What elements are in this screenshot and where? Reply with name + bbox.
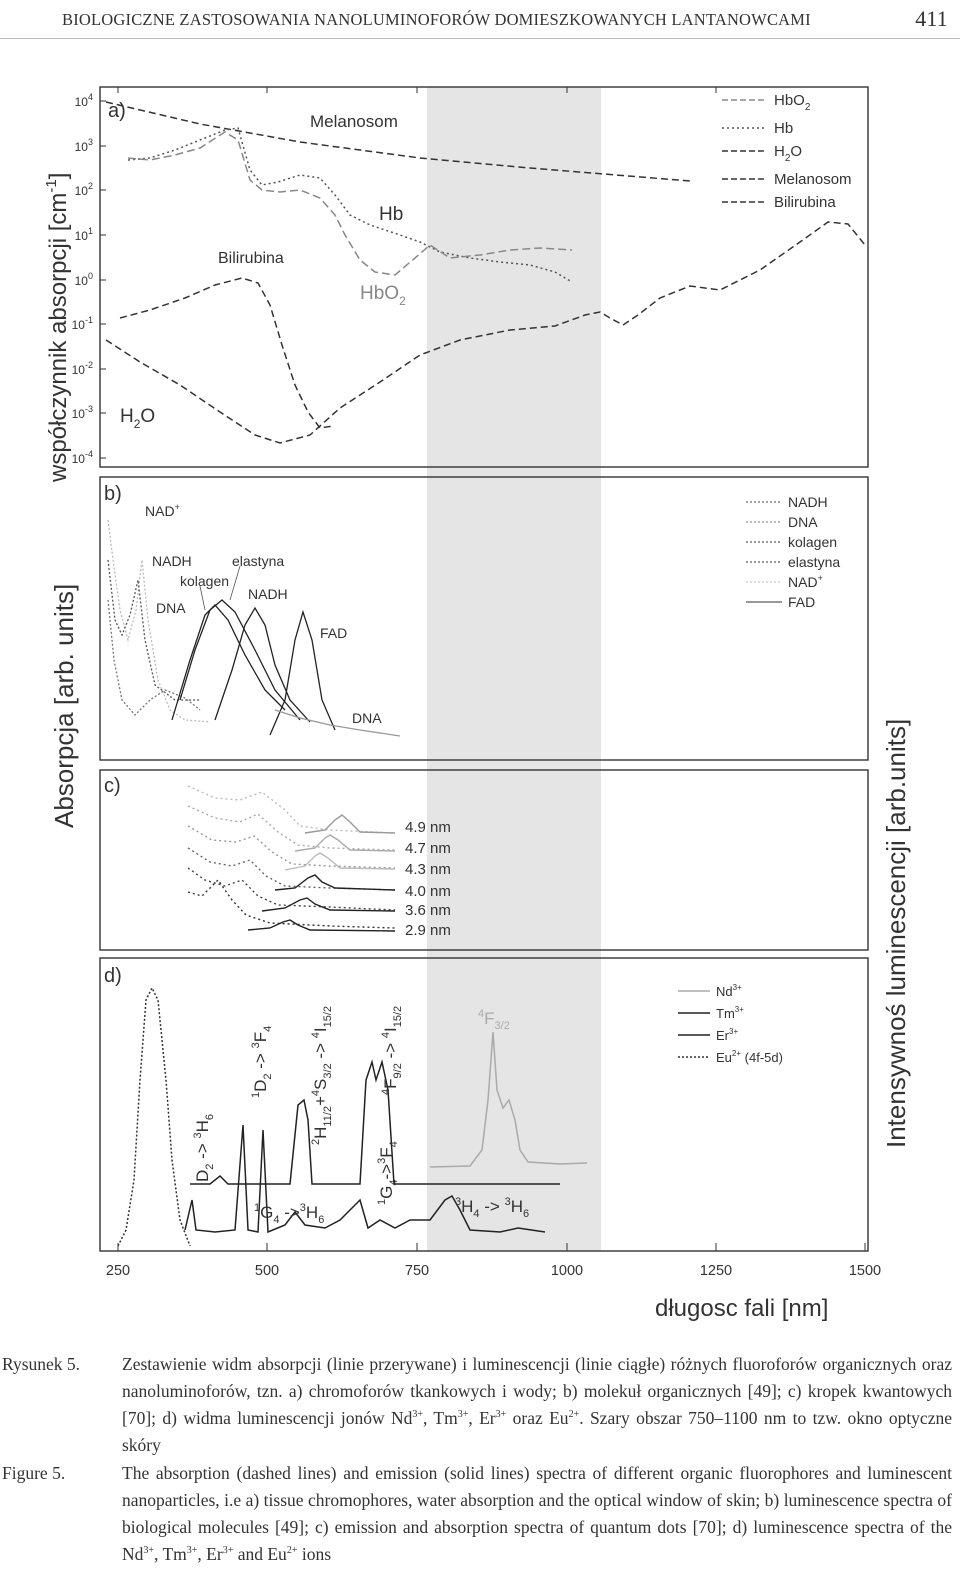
panel-a-y-tickmarks: [100, 101, 106, 458]
x-tick-label: 750: [404, 1263, 430, 1279]
y-axis-title-b: Absorpcja [arb. units]: [49, 583, 79, 828]
panel-b-legend: [746, 494, 840, 610]
panel-c-curves: [188, 786, 395, 931]
x-tick-label: 1000: [550, 1263, 584, 1279]
qd-em-curve-3: [285, 853, 395, 870]
label-hb: Hb: [379, 204, 404, 225]
panel-c-label: c): [104, 775, 121, 797]
qd-size-label: 3.6 nm: [405, 902, 451, 919]
y-tick-exp: 0: [87, 271, 93, 281]
elastyna-pointer: [230, 566, 240, 600]
qd-abs-curve-2: [188, 806, 395, 850]
page-number: 411: [915, 6, 948, 31]
x-axis-title: długosc fali [nm]: [655, 1295, 829, 1322]
legend-item: Hb: [774, 120, 794, 137]
label-h2o: $H_2O$: [120, 406, 156, 431]
legend-item: $Er^{3+}$: [716, 1027, 739, 1043]
panel-b-label: b): [104, 483, 122, 505]
y-tick-exp: -3: [84, 404, 93, 414]
svg-text:10-3: [72, 404, 93, 421]
y-tick-exp: 2: [87, 181, 93, 191]
svg-text:104: [75, 92, 93, 109]
label-nadh-2: NADH: [248, 586, 288, 602]
caption-pl-label: Rysunek 5.: [2, 1354, 81, 1374]
transition-g4-h6: $^1G_4$ $->^3H_6$: [254, 1202, 325, 1226]
label-fad: FAD: [320, 625, 348, 641]
svg-text:10-1: [72, 315, 93, 332]
transition-f32: $^4F_{3/2}$: [478, 1008, 510, 1032]
qd-size-label: 2.9 nm: [405, 922, 451, 939]
qd-size-label: 4.0 nm: [405, 883, 451, 900]
legend-item: NAD+: [788, 573, 823, 590]
melanosom-curve: [106, 102, 690, 181]
legend-item: DNA: [788, 514, 818, 530]
y-tick-label: 10: [74, 95, 88, 109]
qd-abs-curve-1: [188, 786, 395, 833]
panel-d-legend: [678, 983, 783, 1065]
y-tick-exp: 1: [87, 226, 93, 236]
spectra-figure: [0, 40, 960, 1360]
qd-em-curve-2: [295, 835, 395, 851]
y-tick-label: 10: [71, 318, 85, 332]
transition-d2-h6: $D_2 -> ^3H_6$: [192, 1114, 216, 1182]
eu-curve: [118, 988, 190, 1246]
y-axis-title-a: współczynnik absorpcji $[cm^{-1}]$: [43, 172, 72, 482]
y-tick-label: 10: [71, 452, 85, 466]
transition-f92: $^4F_{9/2} -> ^4I_{15/2}$: [380, 1005, 404, 1095]
optical-window-shade: [427, 87, 601, 1251]
svg-text:10-2: [72, 360, 93, 377]
nad-curve: [108, 520, 210, 722]
legend-item: $Nd^{3+}$: [716, 983, 742, 999]
y-tick-label: 10: [71, 363, 85, 377]
y-tick-exp: 3: [87, 137, 93, 147]
kolagen-pointer: [200, 586, 205, 610]
qd-em-curve-1: [305, 815, 395, 833]
svg-text:100: [75, 271, 93, 288]
running-head: [62, 6, 952, 34]
panel-a-y-ticks: [72, 92, 93, 466]
x-tick-label: 500: [254, 1263, 280, 1279]
svg-text:103: [75, 137, 93, 154]
label-bilirubina: Bilirubina: [218, 250, 284, 267]
legend-item: HbO$_2$: [774, 92, 811, 113]
transition-s32: $^2H_{11/2}+^4S_{3/2} -> ^4I_{15/2}$: [310, 1005, 334, 1145]
label-dna-2: DNA: [352, 710, 382, 726]
legend-item: Melanosom: [774, 171, 852, 188]
qd-em-curve-4: [275, 875, 395, 890]
svg-text:101: [75, 226, 93, 243]
y-tick-label: 10: [74, 184, 88, 198]
x-tick-label: 250: [105, 1263, 131, 1279]
legend-item: $Eu^{2+}$ (4f-5d): [716, 1049, 783, 1065]
label-hbo2: HbO$_2$: [360, 283, 406, 308]
qd-size-label: 4.3 nm: [405, 861, 451, 878]
legend-item: elastyna: [788, 554, 841, 570]
label-melanosom: Melanosom: [310, 112, 398, 131]
y-tick-label: 10: [74, 229, 88, 243]
y-axis-title-right: Intensywnoś luminescencji [arb.units]: [881, 718, 911, 1148]
legend-item: NADH: [788, 494, 828, 510]
panel-a-label: a): [108, 100, 126, 122]
label-nad: NAD+: [145, 502, 180, 519]
x-tick-label: 1500: [848, 1263, 882, 1279]
caption-en-label: Figure 5.: [2, 1463, 66, 1483]
label-elastyna: elastyna: [232, 553, 285, 569]
y-tick-exp: -4: [84, 449, 93, 459]
label-nadh: NADH: [152, 553, 192, 569]
header-rule: [0, 38, 960, 39]
y-tick-exp: 4: [87, 92, 93, 102]
running-title: BIOLOGICZNE ZASTOSOWANIA NANOLUMINOFORÓW DOMIESZKOWANYCH LANTANOWCAMI: [62, 10, 811, 29]
qd-em-curve-6: [248, 920, 395, 931]
panel-a-legend: [722, 92, 852, 211]
legend-item: Bilirubina: [774, 194, 836, 211]
legend-item: kolagen: [788, 534, 838, 550]
qd-size-label: 4.9 nm: [405, 819, 451, 836]
y-tick-label: 10: [71, 407, 85, 421]
legend-item: $H_2O$: [774, 143, 803, 164]
caption-pl-body: Zestawienie widm absorpcji (linie przerywane) i luminescencji (linie ciągłe) różnych fluoroforów organicznych oraz nanoluminoforów, tzn. a) chromoforów tkankowych i wody; b) molekuł organicznych [49]; c) kropek kwantowych [70]; d) widma luminescencji jonów $Nd^{3+}$, $Tm^{3+}$, $Er^{3+}$ oraz $Eu^{2+}$. Szary obszar 750–1100 nm to tzw. okno optyczne skóry: [122, 1354, 952, 1455]
x-tick-label: 1250: [699, 1263, 733, 1279]
qd-size-label: 4.7 nm: [405, 840, 451, 857]
y-tick-exp: -2: [84, 360, 93, 370]
legend-item: FAD: [788, 594, 816, 610]
transition-d2-f4: $^1D_2 -> ^3F_4$: [250, 1025, 274, 1098]
transition-g4-f4: $^1G_4->^3F_4$: [376, 1141, 400, 1205]
svg-text:102: [75, 181, 93, 198]
svg-text:10-4: [72, 449, 93, 466]
y-tick-label: 10: [74, 140, 88, 154]
legend-item: $Tm^{3+}$: [716, 1005, 744, 1021]
y-tick-label: 10: [74, 274, 88, 288]
transition-h4-h6: $^3H_4 -> ^3H_6$: [455, 1196, 530, 1220]
label-dna: DNA: [156, 600, 186, 616]
elastyna-curve: [180, 600, 300, 720]
caption-en-body: The absorption (dashed lines) and emission (solid lines) spectra of different organic fluorophores and luminescent nanoparticles, i.e a) tissue chromophores, water absorption and the optical window of skin; b) luminescence spectra of biological molecules [49]; c) emission and absorption spectra of quantum dots [70]; d) luminescence spectra of the $Nd^{3+}$, $Tm^{3+}$, $Er^{3+}$ and $Eu^{2+}$ ions: [122, 1463, 952, 1564]
panel-d-label: d): [104, 965, 122, 987]
kolagen-curve: [172, 605, 285, 720]
label-kolagen: kolagen: [180, 573, 230, 589]
y-tick-exp: -1: [84, 315, 93, 325]
